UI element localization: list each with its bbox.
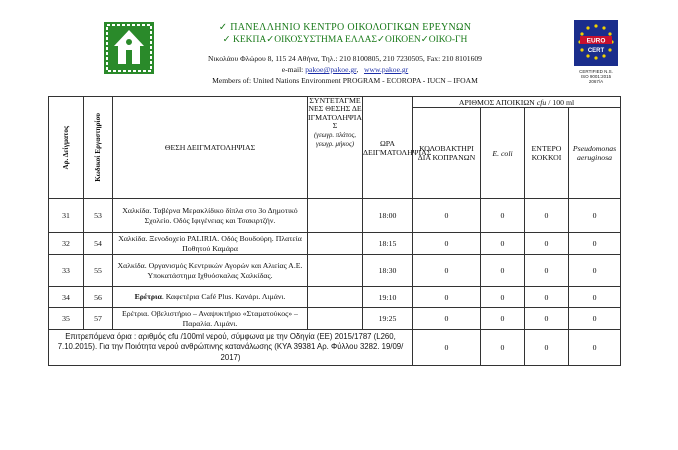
table-row: 31 53 Χαλκίδα. Ταβέρνα Μερακλίδικο δίπλα στο 3ο Δημοτικό Σχολείο. Οδός Ιφιγένειας και Τσακιρτζήν. 18:00 0 0 0 0 [49, 199, 621, 233]
members-line: Members of: United Nations Environment PROGRAM - ECOROPA - IUCN – IFOAM [212, 76, 478, 85]
table-row: 32 54 Χαλκίδα. Ξενοδοχείο PALIRIA. Οδός Βουδούρη. Πλατεία Ποθητού Καμάρα 18:15 0 0 0 0 [49, 233, 621, 255]
org-title: ✓ ΠΑΝΕΛΛΗΝΙΟ ΚΕΝΤΡΟ ΟΙΚΟΛΟΓΙΚΩΝ ΕΡΕΥΝΩΝ [218, 22, 472, 33]
col-lab-code: Κωδικοί Εργαστηρίου [84, 97, 113, 199]
address-line: Νικολάου Φλώρου 8, 115 24 Αθήνα, Τηλ.: 210 8100805, 210 7230505, Fax: 210 8101609 [208, 54, 482, 63]
col-location: ΘΕΣΗ ΔΕΙΓΜΑΤΟΛΗΨΙΑΣ [113, 97, 308, 199]
col-coords: ΣΥΝΤΕΤΑΓΜΕΝΕΣ ΘΕΣΗΣ ΔΕΙΓΜΑΤΟΛΗΨΙΑΣ (γεωγρ. πλάτος, γεωγρ. μήκος) [308, 97, 363, 199]
table-row: 34 56 Ερέτρια. Καφετέρια Café Plus. Κανάρι. Λιμάνι. 19:10 0 0 0 0 [49, 287, 621, 308]
cert-caption: CERTIFIED N.S. ISO 9001:2015 2067/A [579, 69, 613, 84]
table-row: 35 57 Ερέτρια. Οβελιστήριο – Αναψυκτήριο «Σταματούκος» – Παραλία. Λιμάνι. 19:25 0 0 0 0 [49, 308, 621, 330]
col-time: ΩΡΑ ΔΕΙΓΜΑΤΟΛΗΨΙΑΣ [363, 97, 413, 199]
col-enterococci: ΕΝΤΕΡΟΚΟΚΚΟΙ [525, 108, 569, 199]
svg-text:EURO: EURO [586, 37, 606, 45]
website-link[interactable]: www.pakoe.gr [363, 65, 409, 74]
org-list: ✓ ΚΕΚΠΑ✓ΟΙΚΟΣΥΣΤΗΜΑ ΕΛΛΑΣ✓ΟΙΚΟΕΝ✓ΟΙΚΟ-ΓΗ [222, 35, 468, 45]
limits-note: Επιτρεπόμενα όρια : αριθμός cfu /100ml νερού, σύμφωνα με την Οδηγία (ΕΕ) 2015/1787 (L260, 7.10.2015). Για την Ποιότητα νερού ανθρώπινης κατανάλωσης (ΚΥΑ 39381 Αρ. Φύλλου 3282. 19/09/ 2017) [49, 330, 413, 366]
col-group-colonies: ΑΡΙΘΜΟΣ ΑΠΟΙΚΙΩΝ cfu / 100 ml [413, 97, 621, 108]
table-row: 33 55 Χαλκίδα. Οργανισμός Κεντρικών Αγορών και Αλιείας Α.Ε. Υποκατάστημα Ιχθυόσκαλας Χαλκίδας. 18:30 0 0 0 0 [49, 255, 621, 287]
col-coliforms: ΚΟΛΟΒΑΚΤΗΡΙΔΙΑ ΚΟΠΡΑΝΩΝ [413, 108, 481, 199]
contact-line: e-mail: pakoe@pakoe.gr, www.pakoe.gr [281, 65, 409, 74]
col-pseudomonas: Pseudomonas aeruginosa [569, 108, 621, 199]
email-link[interactable]: pakoe@pakoe.gr [305, 65, 357, 74]
results-table [48, 96, 621, 366]
letterhead [0, 0, 666, 96]
svg-text:CERT: CERT [587, 48, 605, 54]
col-ecoli: E. coli [481, 108, 525, 199]
col-sample-no: Αρ. Δείγματος [49, 97, 84, 199]
limits-row: Επιτρεπόμενα όρια : αριθμός cfu /100ml νερού, σύμφωνα με την Οδηγία (ΕΕ) 2015/1787 (L260, 7.10.2015). Για την Ποιότητα νερού ανθρώπινης κατανάλωσης (ΚΥΑ 39381 Αρ. Φύλλου 3282. 19/09/ 2017) 0 0 0 0 [49, 330, 621, 366]
